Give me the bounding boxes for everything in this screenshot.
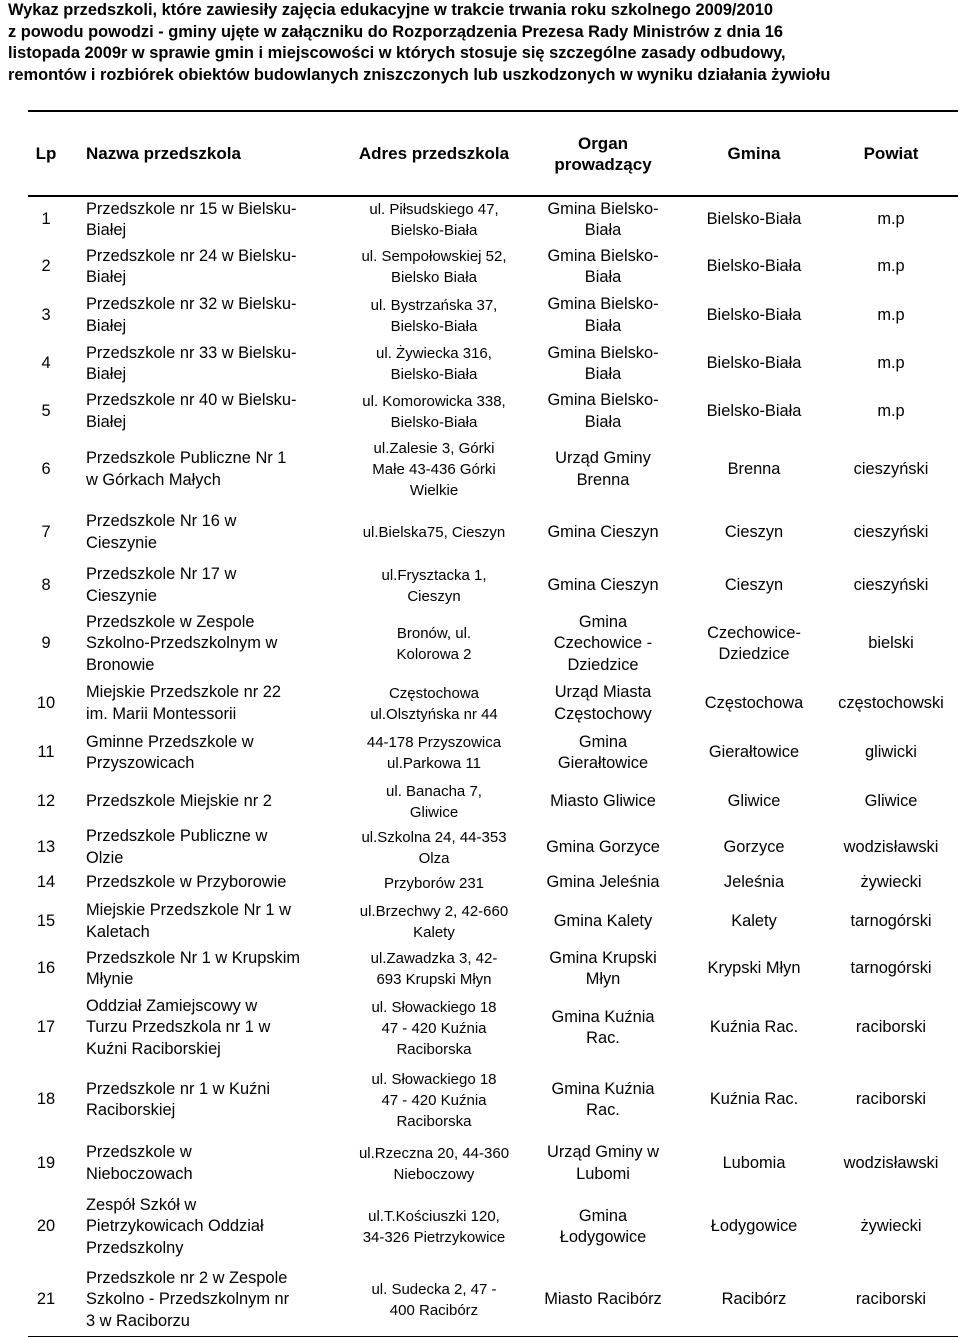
cell-address xyxy=(346,898,522,945)
cell-name-text: Zespół Szkół w Pietrzykowicach Oddział Przedszkolny xyxy=(86,1195,264,1257)
cell-lp-text: 16 xyxy=(36,959,56,978)
cell-powiat xyxy=(824,435,958,504)
table-row xyxy=(28,340,958,388)
cell-organ-text: Gmina Cieszyn xyxy=(547,575,659,594)
cell-lp xyxy=(28,610,64,678)
cell-powiat-text: wodzisławski xyxy=(843,1153,939,1172)
cell-lp xyxy=(28,435,64,504)
cell-powiat-text: tarnogórski xyxy=(850,959,932,978)
cell-gmina xyxy=(684,610,824,678)
cell-organ xyxy=(524,1137,682,1190)
cell-address-text: 44-178 Przyszowica ul.Parkowa 11 xyxy=(366,734,502,772)
cell-gmina-text: Gorzyce xyxy=(723,837,785,856)
cell-address xyxy=(346,1137,522,1190)
cell-gmina xyxy=(684,1264,824,1336)
table-row xyxy=(28,898,958,945)
table-row xyxy=(28,504,958,561)
cell-powiat xyxy=(824,945,958,993)
table-header xyxy=(28,110,958,197)
cell-gmina xyxy=(684,340,824,388)
cell-address-text: ul. Komorowicka 338, Bielsko-Biała xyxy=(362,392,506,431)
cell-address-text: ul.Zalesie 3, Górki Małe 43-436 Górki Wielkie xyxy=(372,440,496,499)
cell-gmina-text: Cieszyn xyxy=(724,522,784,541)
cell-powiat xyxy=(824,1264,958,1336)
cell-address-text: ul.Brzechwy 2, 42-660 Kalety xyxy=(359,902,509,941)
cell-name-text: Przedszkole nr 1 w Kuźni Raciborskiej xyxy=(86,1079,271,1119)
cell-organ xyxy=(524,1190,682,1264)
cell-address-text: ul.T.Kościuszki 120, 34-326 Pietrzykowice xyxy=(362,1208,506,1246)
cell-address xyxy=(346,610,522,678)
cell-gmina-text: Bielsko-Biała xyxy=(706,401,802,420)
cell-address-text: ul.Rzeczna 20, 44-360 Nieboczowy xyxy=(358,1144,510,1183)
cell-lp-text: 9 xyxy=(41,634,51,653)
cell-lp xyxy=(28,388,64,435)
cell-address xyxy=(346,993,522,1063)
cell-gmina xyxy=(684,827,824,868)
cell-powiat xyxy=(824,291,958,340)
cell-address xyxy=(346,827,522,868)
cell-gmina-text: Lubomia xyxy=(722,1153,786,1172)
cell-lp-text: 7 xyxy=(41,522,51,541)
cell-organ xyxy=(524,729,682,777)
cell-organ-text: Gmina Jeleśnia xyxy=(546,873,660,892)
cell-gmina xyxy=(684,1137,824,1190)
cell-powiat xyxy=(824,777,958,827)
cell-name-text: Przedszkole nr 2 w Zespole Szkolno - Przedszkolnym nr 3 w Raciborzu xyxy=(86,1268,290,1330)
cell-powiat-text: bielski xyxy=(868,634,914,653)
cell-gmina-text: Kuźnia Rac. xyxy=(709,1018,799,1037)
header-name: Nazwa przedszkola xyxy=(86,144,241,163)
cell-gmina-text: Kalety xyxy=(731,911,777,930)
cell-address xyxy=(346,1063,522,1137)
cell-lp-text: 20 xyxy=(36,1217,56,1236)
cell-address xyxy=(346,1264,522,1336)
cell-powiat-text: częstochowski xyxy=(838,693,944,712)
cell-gmina xyxy=(684,435,824,504)
cell-address-text: ul. Sempołowskiej 52, Bielsko Biała xyxy=(361,248,507,286)
header-organ: Organ prowadzący xyxy=(554,133,652,174)
table-row xyxy=(28,945,958,993)
cell-address xyxy=(346,435,522,504)
cell-name xyxy=(86,504,346,561)
cell-gmina-text: Gliwice xyxy=(727,792,781,811)
cell-lp-text: 15 xyxy=(36,911,56,930)
cell-lp xyxy=(28,777,64,827)
cell-name xyxy=(86,610,346,678)
table-row xyxy=(28,291,958,340)
cell-address xyxy=(346,729,522,777)
cell-powiat xyxy=(824,993,958,1063)
cell-address xyxy=(346,504,522,561)
cell-name-text: Gminne Przedszkole w Przyszowicach xyxy=(86,732,254,772)
cell-lp-text: 14 xyxy=(36,873,56,892)
cell-address xyxy=(346,777,522,827)
cell-address-text: ul. Słowackiego 18 47 - 420 Kuźnia Raciborska xyxy=(371,998,497,1058)
cell-gmina-text: Częstochowa xyxy=(704,693,804,712)
cell-lp xyxy=(28,1190,64,1264)
cell-gmina xyxy=(684,561,824,610)
cell-powiat-text: m.p xyxy=(877,354,905,373)
cell-organ xyxy=(524,993,682,1063)
cell-organ xyxy=(524,1264,682,1336)
cell-gmina-text: Jeleśnia xyxy=(723,873,785,892)
cell-name xyxy=(86,561,346,610)
cell-organ-text: Urząd Gminy w Lubomi xyxy=(546,1143,660,1183)
cell-address-text: Przyborów 231 xyxy=(383,874,485,892)
cell-name xyxy=(86,898,346,945)
cell-address-text: ul. Żywiecka 316, Bielsko-Biała xyxy=(376,345,492,383)
cell-name xyxy=(86,729,346,777)
cell-gmina-text: Łodygowice xyxy=(710,1217,798,1236)
cell-organ-text: Gmina Łodygowice xyxy=(559,1206,647,1246)
cell-powiat-text: cieszyński xyxy=(853,522,929,541)
cell-lp xyxy=(28,678,64,729)
cell-name xyxy=(86,1190,346,1264)
header-address: Adres przedszkola xyxy=(358,144,510,163)
cell-organ xyxy=(524,435,682,504)
cell-address-text: Częstochowa ul.Olsztyńska nr 44 xyxy=(370,684,498,723)
cell-organ xyxy=(524,777,682,827)
cell-lp xyxy=(28,1264,64,1336)
cell-powiat-text: cieszyński xyxy=(853,575,929,594)
table-row xyxy=(28,827,958,868)
cell-powiat xyxy=(824,827,958,868)
cell-name xyxy=(86,243,346,291)
cell-organ-text: Miasto Gliwice xyxy=(550,792,656,811)
cell-lp xyxy=(28,945,64,993)
document-title: Wykaz przedszkoli, które zawiesiły zajęcia edukacyjne w trakcie trwania roku szkolnego 2009/2010 z powodu powodzi - gminy ujęte w załączniku do Rozporządzenia Prezesa Rady Ministrów z dnia 16 listopada 2009r w sprawie gmin i miejscowości w których stosuje się szczególne zasady odbudowy, remontów i rozbiórek obiektów budowlanych zniszczonych lub uszkodzonych w wyniku działania żywiołu xyxy=(8,1,831,84)
cell-name xyxy=(86,388,346,435)
cell-name-text: Przedszkole Nr 16 w Cieszynie xyxy=(86,512,237,552)
cell-lp-text: 6 xyxy=(41,459,51,478)
cell-gmina xyxy=(684,291,824,340)
cell-address-text: ul.Frysztacka 1, Cieszyn xyxy=(381,566,487,605)
cell-gmina xyxy=(684,678,824,729)
cell-gmina-text: Bielsko-Biała xyxy=(706,354,802,373)
cell-name xyxy=(86,678,346,729)
cell-name-text: Przedszkole nr 32 w Bielsku- Białej xyxy=(86,295,297,335)
cell-address xyxy=(346,291,522,340)
cell-lp-text: 5 xyxy=(41,401,51,420)
cell-gmina-text: Brenna xyxy=(727,459,781,478)
table-row xyxy=(28,1190,958,1264)
cell-powiat xyxy=(824,729,958,777)
cell-organ-text: Miasto Racibórz xyxy=(544,1290,662,1309)
cell-name-text: Przedszkole nr 33 w Bielsku- Białej xyxy=(86,343,297,383)
cell-gmina xyxy=(684,898,824,945)
cell-address-text: ul. Bystrzańska 37, Bielsko-Biała xyxy=(370,296,498,335)
cell-name-text: Miejskie Przedszkole Nr 1 w Kaletach xyxy=(86,901,291,941)
cell-gmina-text: Kuźnia Rac. xyxy=(709,1090,799,1109)
cell-lp-text: 11 xyxy=(37,743,55,762)
cell-powiat xyxy=(824,610,958,678)
cell-lp xyxy=(28,243,64,291)
cell-lp-text: 17 xyxy=(36,1018,56,1037)
cell-name xyxy=(86,1137,346,1190)
cell-organ-text: Gmina Czechowice - Dziedzice xyxy=(553,612,653,674)
cell-name xyxy=(86,868,346,898)
table-row xyxy=(28,388,958,435)
cell-gmina xyxy=(684,1190,824,1264)
table-row xyxy=(28,243,958,291)
cell-organ-text: Gmina Bielsko- Biała xyxy=(547,343,659,383)
table-row xyxy=(28,777,958,827)
cell-lp xyxy=(28,993,64,1063)
cell-gmina-text: Bielsko-Biała xyxy=(706,305,802,324)
cell-lp-text: 12 xyxy=(36,792,56,811)
cell-powiat-text: m.p xyxy=(877,305,905,324)
cell-name xyxy=(86,1264,346,1336)
cell-address-text: ul. Sudecka 2, 47 - 400 Racibórz xyxy=(371,1281,497,1319)
cell-name xyxy=(86,291,346,340)
cell-organ-text: Gmina Kuźnia Rac. xyxy=(551,1007,655,1047)
cell-powiat-text: raciborski xyxy=(855,1290,927,1309)
cell-organ xyxy=(524,1063,682,1137)
cell-powiat xyxy=(824,197,958,243)
cell-organ-text: Gmina Gorzyce xyxy=(546,837,660,856)
cell-organ xyxy=(524,504,682,561)
cell-gmina-text: Cieszyn xyxy=(724,575,784,594)
cell-organ xyxy=(524,898,682,945)
table-row xyxy=(28,1264,958,1336)
cell-powiat-text: żywiecki xyxy=(860,1217,922,1236)
cell-organ-text: Gmina Bielsko- Biała xyxy=(547,199,659,239)
cell-organ-text: Gmina Bielsko- Biała xyxy=(547,246,659,286)
cell-gmina-text: Gierałtowice xyxy=(708,743,800,762)
cell-lp xyxy=(28,868,64,898)
table-row xyxy=(28,1137,958,1190)
cell-name-text: Przedszkole nr 15 w Bielsku- Białej xyxy=(86,199,297,239)
cell-lp-text: 8 xyxy=(41,575,51,594)
cell-gmina-text: Bielsko-Biała xyxy=(706,257,802,276)
cell-lp xyxy=(28,898,64,945)
table-row xyxy=(28,678,958,729)
cell-name-text: Przedszkole Miejskie nr 2 xyxy=(86,792,272,811)
cell-powiat xyxy=(824,388,958,435)
cell-lp xyxy=(28,340,64,388)
cell-name xyxy=(86,827,346,868)
cell-gmina xyxy=(684,243,824,291)
cell-gmina xyxy=(684,729,824,777)
cell-address xyxy=(346,868,522,898)
cell-organ-text: Gmina Gierałtowice xyxy=(557,732,649,772)
cell-lp xyxy=(28,504,64,561)
cell-address xyxy=(346,678,522,729)
cell-powiat-text: żywiecki xyxy=(860,873,922,892)
cell-lp-text: 4 xyxy=(41,354,51,373)
cell-gmina xyxy=(684,197,824,243)
cell-address-text: ul. Piłsudskiego 47, Bielsko-Biała xyxy=(369,201,499,239)
cell-organ xyxy=(524,561,682,610)
cell-name xyxy=(86,197,346,243)
cell-name-text: Przedszkole w Przyborowie xyxy=(86,873,287,892)
cell-powiat xyxy=(824,1190,958,1264)
cell-organ-text: Gmina Krupski Młyn xyxy=(549,948,657,988)
cell-powiat-text: raciborski xyxy=(855,1018,927,1037)
cell-gmina xyxy=(684,388,824,435)
cell-address xyxy=(346,1190,522,1264)
cell-lp-text: 2 xyxy=(41,257,51,276)
cell-organ xyxy=(524,945,682,993)
cell-address xyxy=(346,945,522,993)
cell-name-text: Przedszkole nr 40 w Bielsku- Białej xyxy=(86,391,297,431)
cell-organ-text: Urząd Miasta Częstochowy xyxy=(554,683,652,723)
cell-name xyxy=(86,993,346,1063)
cell-organ xyxy=(524,197,682,243)
cell-name-text: Oddział Zamiejscowy w Turzu Przedszkola nr 1 w Kuźni Raciborskiej xyxy=(86,996,271,1058)
table-row xyxy=(28,561,958,610)
cell-lp xyxy=(28,1137,64,1190)
cell-powiat xyxy=(824,504,958,561)
cell-gmina-text: Racibórz xyxy=(721,1290,787,1309)
cell-name-text: Przedszkole Nr 17 w Cieszynie xyxy=(86,565,237,605)
cell-name xyxy=(86,777,346,827)
cell-name xyxy=(86,1063,346,1137)
cell-organ xyxy=(524,340,682,388)
cell-name-text: Przedszkole Publiczne Nr 1 w Górkach Małych xyxy=(86,449,287,489)
cell-address-text: ul. Słowackiego 18 47 - 420 Kuźnia Raciborska xyxy=(371,1070,497,1130)
cell-address-text: Bronów, ul. Kolorowa 2 xyxy=(396,625,472,663)
cell-address xyxy=(346,388,522,435)
cell-gmina xyxy=(684,945,824,993)
cell-powiat xyxy=(824,678,958,729)
table-row xyxy=(28,729,958,777)
cell-gmina-text: Krypski Młyn xyxy=(707,959,801,978)
cell-lp xyxy=(28,827,64,868)
header-gmina: Gmina xyxy=(727,144,781,163)
cell-organ-text: Gmina Kuźnia Rac. xyxy=(551,1079,655,1119)
cell-address xyxy=(346,340,522,388)
cell-gmina xyxy=(684,1063,824,1137)
cell-organ-text: Gmina Kalety xyxy=(553,911,653,930)
cell-lp-text: 19 xyxy=(36,1153,56,1172)
cell-organ xyxy=(524,678,682,729)
cell-organ-text: Gmina Cieszyn xyxy=(547,522,659,541)
cell-powiat-text: m.p xyxy=(877,401,905,420)
header-powiat: Powiat xyxy=(863,144,919,163)
cell-lp-text: 3 xyxy=(41,305,51,324)
cell-lp xyxy=(28,291,64,340)
cell-address-text: ul. Banacha 7, Gliwice xyxy=(386,783,482,821)
cell-gmina xyxy=(684,993,824,1063)
cell-powiat-text: cieszyński xyxy=(853,459,929,478)
cell-gmina-text: Bielsko-Biała xyxy=(706,210,802,229)
cell-address xyxy=(346,243,522,291)
cell-organ-text: Gmina Bielsko- Biała xyxy=(547,295,659,335)
cell-lp xyxy=(28,1063,64,1137)
cell-lp-text: 1 xyxy=(41,210,51,229)
cell-powiat-text: Gliwice xyxy=(864,792,918,811)
cell-lp xyxy=(28,561,64,610)
table-row xyxy=(28,1063,958,1137)
cell-powiat xyxy=(824,243,958,291)
cell-gmina xyxy=(684,504,824,561)
cell-powiat xyxy=(824,1063,958,1137)
cell-powiat-text: raciborski xyxy=(855,1090,927,1109)
cell-organ xyxy=(524,610,682,678)
cell-powiat xyxy=(824,868,958,898)
cell-lp-text: 18 xyxy=(36,1090,56,1109)
cell-organ xyxy=(524,827,682,868)
table-row xyxy=(28,993,958,1063)
table-row xyxy=(28,868,958,898)
cell-name-text: Przedszkole w Zespole Szkolno-Przedszkolnym w Bronowie xyxy=(86,612,278,674)
cell-lp-text: 10 xyxy=(36,693,56,712)
cell-name-text: Miejskie Przedszkole nr 22 im. Marii Montessorii xyxy=(86,683,281,723)
cell-name xyxy=(86,435,346,504)
table-row xyxy=(28,197,958,243)
cell-powiat-text: wodzisławski xyxy=(843,837,939,856)
cell-name-text: Przedszkole w Nieboczowach xyxy=(86,1143,193,1183)
cell-gmina xyxy=(684,868,824,898)
cell-name xyxy=(86,945,346,993)
cell-address-text: ul.Zawadzka 3, 42- 693 Krupski Młyn xyxy=(370,950,498,988)
cell-organ xyxy=(524,388,682,435)
cell-powiat xyxy=(824,898,958,945)
cell-address xyxy=(346,561,522,610)
cell-powiat-text: tarnogórski xyxy=(850,911,932,930)
cell-organ xyxy=(524,868,682,898)
cell-name-text: Przedszkole Publiczne w Olzie xyxy=(86,827,268,867)
cell-organ-text: Gmina Bielsko- Biała xyxy=(547,391,659,431)
cell-powiat-text: m.p xyxy=(877,210,905,229)
cell-organ xyxy=(524,291,682,340)
cell-lp xyxy=(28,197,64,243)
cell-name xyxy=(86,340,346,388)
cell-organ xyxy=(524,243,682,291)
table-row xyxy=(28,435,958,504)
cell-powiat-text: gliwicki xyxy=(865,743,917,762)
header-lp: Lp xyxy=(35,144,57,163)
cell-lp-text: 21 xyxy=(36,1290,56,1309)
cell-address-text: ul.Bielska75, Cieszyn xyxy=(362,524,506,541)
cell-name-text: Przedszkole Nr 1 w Krupskim Młynie xyxy=(86,948,301,988)
cell-gmina-text: Czechowice- Dziedzice xyxy=(707,623,801,663)
cell-address-text: ul.Szkolna 24, 44-353 Olza xyxy=(361,828,507,867)
table-row xyxy=(28,610,958,678)
cell-gmina xyxy=(684,777,824,827)
cell-lp xyxy=(28,729,64,777)
cell-powiat xyxy=(824,1137,958,1190)
cell-powiat xyxy=(824,561,958,610)
cell-lp-text: 13 xyxy=(36,837,56,856)
cell-powiat-text: m.p xyxy=(877,257,905,276)
cell-powiat xyxy=(824,340,958,388)
cell-name-text: Przedszkole nr 24 w Bielsku- Białej xyxy=(86,246,297,286)
cell-organ-text: Urząd Gminy Brenna xyxy=(555,449,651,489)
cell-address xyxy=(346,197,522,243)
